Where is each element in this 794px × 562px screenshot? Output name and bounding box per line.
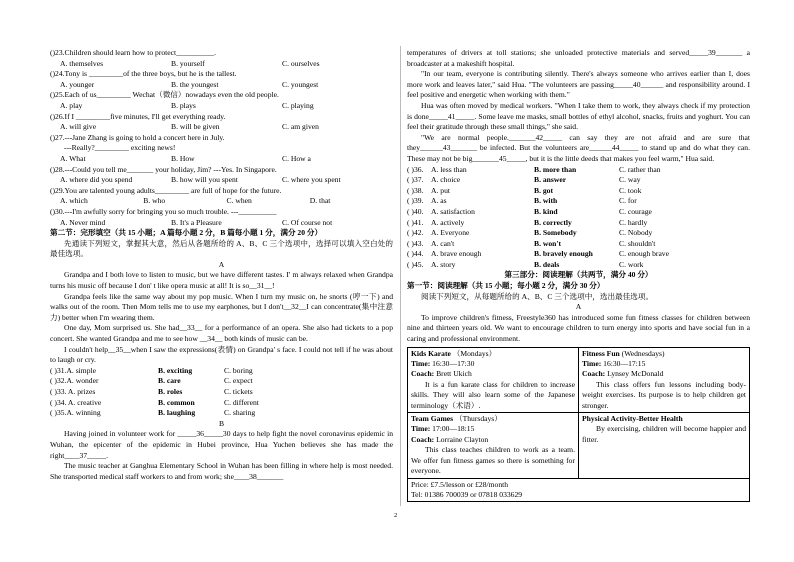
telephone-info: Tel: 01386 700039 or 07818 033629	[411, 489, 523, 499]
kids-karate-coach-label: Coach:	[411, 369, 435, 379]
passage-b-label: B	[218, 418, 225, 428]
column-divider	[400, 46, 401, 506]
part-3-heading: 第三部分：阅读理解（共两节，满分 40 分）	[504, 270, 653, 280]
cloze-option-31: ( )31.A. simple B. exciting C. boring	[50, 365, 253, 375]
passage-b-paragraph-1: Having joined in volunteer work for _____36_____30 days to help fight the novel coronavirus epidemic in Wuhan, the epicenter of the epidemic in Hubei province, Hua Yuchen believes she has made the right____37_____.	[50, 429, 393, 460]
question-30-options: A. Never mind B. It's a Pleasure C. Of course not	[60, 217, 333, 227]
cloze-option-32: ( )32.A. wonder B. care C. expect	[50, 376, 253, 386]
team-games-coach-label: Coach:	[411, 434, 435, 444]
question-25-options: A. play B. plays C. playing	[60, 100, 314, 110]
cloze-option-41: ( )41. A. actively B. correctly C. hardly	[407, 217, 648, 227]
passage-a-paragraph-2: Grandpa feels like the same way about my pop music. When I turn my music on, he snorts (哼一下) and walks out of the room. Then Mom tells me to use my earphones, but I don't__32__I can concentrate(集中注意力) better when I'm wearing them.	[50, 291, 393, 322]
cloze-option-43: ( )43. A. can't B. won't C. shouldn't	[407, 238, 656, 248]
cloze-option-39: ( )39. A. as B. with C. for	[407, 196, 637, 206]
fitness-fun-time: 16:30—17:15	[603, 359, 646, 369]
reading-passage-a-label: A	[575, 302, 582, 312]
question-27-stem-2: ---Really?_________ exciting news!	[64, 143, 176, 153]
cloze-option-36: ( )36. A. less than B. more than C. rather than	[407, 164, 661, 174]
passage-b-continued-1: temperatures of drivers at toll stations; she unloaded protective materials and served_____39_______ a broadcaster at a makeshift hospital.	[407, 48, 750, 68]
team-games-title: Team Games	[411, 414, 454, 424]
cloze-option-44: ( )44. A. brave enough B. bravely enough C. enough brave	[407, 249, 669, 259]
cloze-option-38: ( )38. A. put B. got C. took	[407, 185, 642, 195]
fitness-fun-time-label: Time:	[582, 359, 602, 369]
fitness-fun-day: (Wednesdays)	[621, 348, 665, 358]
right-column	[407, 48, 750, 502]
kids-karate-day: （Mondays）	[452, 348, 497, 358]
passage-a-paragraph-1: Grandpa and I both love to listen to music, but we have different tastes. I' m always relaxed when Grandpa turns his music off because I don' t like opera music at all! It is so__31__!	[50, 270, 393, 291]
question-23-options: A. themselves B. yourself C. ourselves	[60, 58, 320, 68]
question-28-stem: ()28.---Could you tell me_______ your holiday, Jim? ---Yes. In Singapore.	[50, 164, 277, 174]
page-number: 2	[394, 512, 398, 519]
price-info: Price: £7.5/lesson or £28/month	[411, 479, 509, 489]
section-2-instructions: 先通读下列短文，掌握其大意，然后从各题所给的 A、B、C 三个选项中，选择可以填入空白处的最佳选项。	[50, 238, 393, 259]
question-29-options: A. which B. who C. when D. that	[60, 196, 331, 206]
kids-karate-time-label: Time:	[411, 359, 431, 369]
passage-b-paragraph-3: "In our team, everyone is contributing silently. There's always someone who arrives earlier than I, does more work and leaves later," said Hua. "The volunteers are passing_____40______ and responsibility around. I feel positive and energetic when working with them."	[407, 69, 750, 100]
reading-section-1-heading: 第一节：阅读理解（共 15 小题；每小题 2 分，满分 30 分）	[407, 281, 605, 291]
team-games-coach: Lorraine Clayton	[436, 434, 489, 444]
kids-karate-description: It is a fun karate class for children to increase skills. They will also learn some of the Japanese terminology（术语）.	[411, 379, 575, 410]
passage-a-paragraph-3: One day, Mom surprised us. She had__33__ for a performance of an opera. She also had tickets to a pop concert. She wanted Grandpa and me to see how __34__ both kinds of music can be.	[50, 323, 393, 344]
question-30-stem: ()30.---I'm awfully sorry for bringing you so much trouble. ---__________	[50, 206, 277, 216]
passage-b-paragraph-2: The music teacher at Ganghua Elementary School in Wuhan has been filling in where help is most needed. She transported medical staff workers to and from work; she____38_______	[50, 461, 393, 481]
question-26-stem: ()26.If I _________five minutes, I'll get everything ready.	[50, 111, 226, 121]
question-25-stem: ()25.Each of us_________ Wechat（微信）nowadays even the old people.	[50, 90, 279, 100]
question-28-options: A. where did you spend B. how will you spent C. where you spent	[60, 175, 341, 185]
passage-b-paragraph-4: Hua was often moved by medical workers. "When I take them to work, they always check if my protection is done_____41_____. Some leave me masks, small bottles of ethyl alcohol, snacks, fruits and yoghurt. You can feel their gratitude through these small things," she said.	[407, 100, 750, 132]
left-column	[50, 48, 393, 482]
fitness-fun-title: Fitness Fun	[582, 348, 620, 358]
team-games-description: This class teaches children to work as a team. We offer fun fitness games so there is something for everyone.	[411, 445, 575, 476]
question-27-options: A. What B. How C. How a	[60, 153, 311, 163]
kids-karate-time: 16:30—17:30	[432, 359, 475, 369]
question-26-options: A. will give B. will be given C. am given	[60, 122, 319, 132]
team-games-cell	[408, 413, 579, 478]
cloze-option-45: ( )45. A. story B. deals C. work	[407, 259, 644, 269]
question-29-stem: ()29.You are talented young adults_________ are full of hope for the future.	[50, 185, 282, 195]
reading-passage-a-intro: To improve children's fitness, Freestyle360 has introduced some fun fitness classes for children between nine and thirteen years old. We want to encourage children to turn energy into sports and have social fun in a caring and professional environment.	[407, 312, 750, 344]
class-schedule-table	[407, 347, 750, 503]
fitness-fun-cell	[579, 347, 750, 412]
physical-activity-cell	[579, 413, 750, 478]
section-2-heading: 第二节：完形填空（共 15 小题；A 篇每小题 2 分，B 篇每小题 1 分，满分 20 分）	[50, 228, 323, 238]
fitness-fun-coach-label: Coach:	[582, 369, 606, 379]
team-games-day: （Thursdays）	[455, 414, 502, 424]
question-24-stem: ()24.Tony is _________of the three boys, but he is the tallest.	[50, 69, 237, 79]
kids-karate-title: Kids Karate	[411, 348, 451, 358]
passage-b-paragraph-5: "We are normal people._______42_____ can say they are not afraid and are sure that they______43_______ be infected. But the volunteers are______44_____ to stand up and do what they can. These may not be big_______45_____, but it is the little deeds that makes you feel warm," Hua said.	[407, 132, 750, 163]
cloze-option-35: ( )35.A. winning B. laughing C. sharing	[50, 408, 256, 418]
passage-a-label: A	[218, 259, 225, 269]
question-23-stem: ()23.Children should learn how to protect__________.	[50, 48, 216, 57]
team-games-time: 17:00—18:15	[432, 424, 475, 434]
physical-activity-title: Physical Activity-Better Health	[582, 414, 683, 424]
fitness-fun-coach: Lynsey McDonald	[607, 369, 664, 379]
cloze-option-37: ( )37. A. choice B. answer C. way	[407, 175, 641, 185]
fitness-fun-description: This class offers fun lessons including body-weight exercises. Its purpose is to help children get stronger.	[582, 379, 746, 410]
team-games-time-label: Time:	[411, 424, 431, 434]
question-24-options: A. younger B. the youngest C. youngest	[60, 79, 319, 89]
physical-activity-description: By exercising, children will become happier and fitter.	[582, 424, 746, 444]
cloze-option-33: ( )33. A. prizes B. roles C. tickets	[50, 387, 253, 396]
cloze-option-34: ( )34. A. creative B. common C. different	[50, 397, 259, 407]
reading-instructions: 阅读下列短文，从每题所给的 A、B、C 三个选项中，选出最佳选项。	[421, 291, 654, 301]
cloze-option-40: ( )40. A. satisfaction B. kind C. courage	[407, 206, 652, 216]
price-contact-cell	[408, 478, 750, 502]
kids-karate-cell	[408, 347, 579, 412]
cloze-option-42: ( )42. A. Everyone B. Somebody C. Nobody	[407, 228, 653, 238]
question-27-stem: ()27.---Jane Zhang is going to hold a concert here in July.	[50, 132, 225, 142]
passage-a-paragraph-4: I couldn't help__35__when I saw the expressions(表情) on Grandpa' s face. I could not tell if he was about to laugh or cry.	[50, 344, 393, 365]
kids-karate-coach: Brett Ukich	[436, 369, 472, 379]
